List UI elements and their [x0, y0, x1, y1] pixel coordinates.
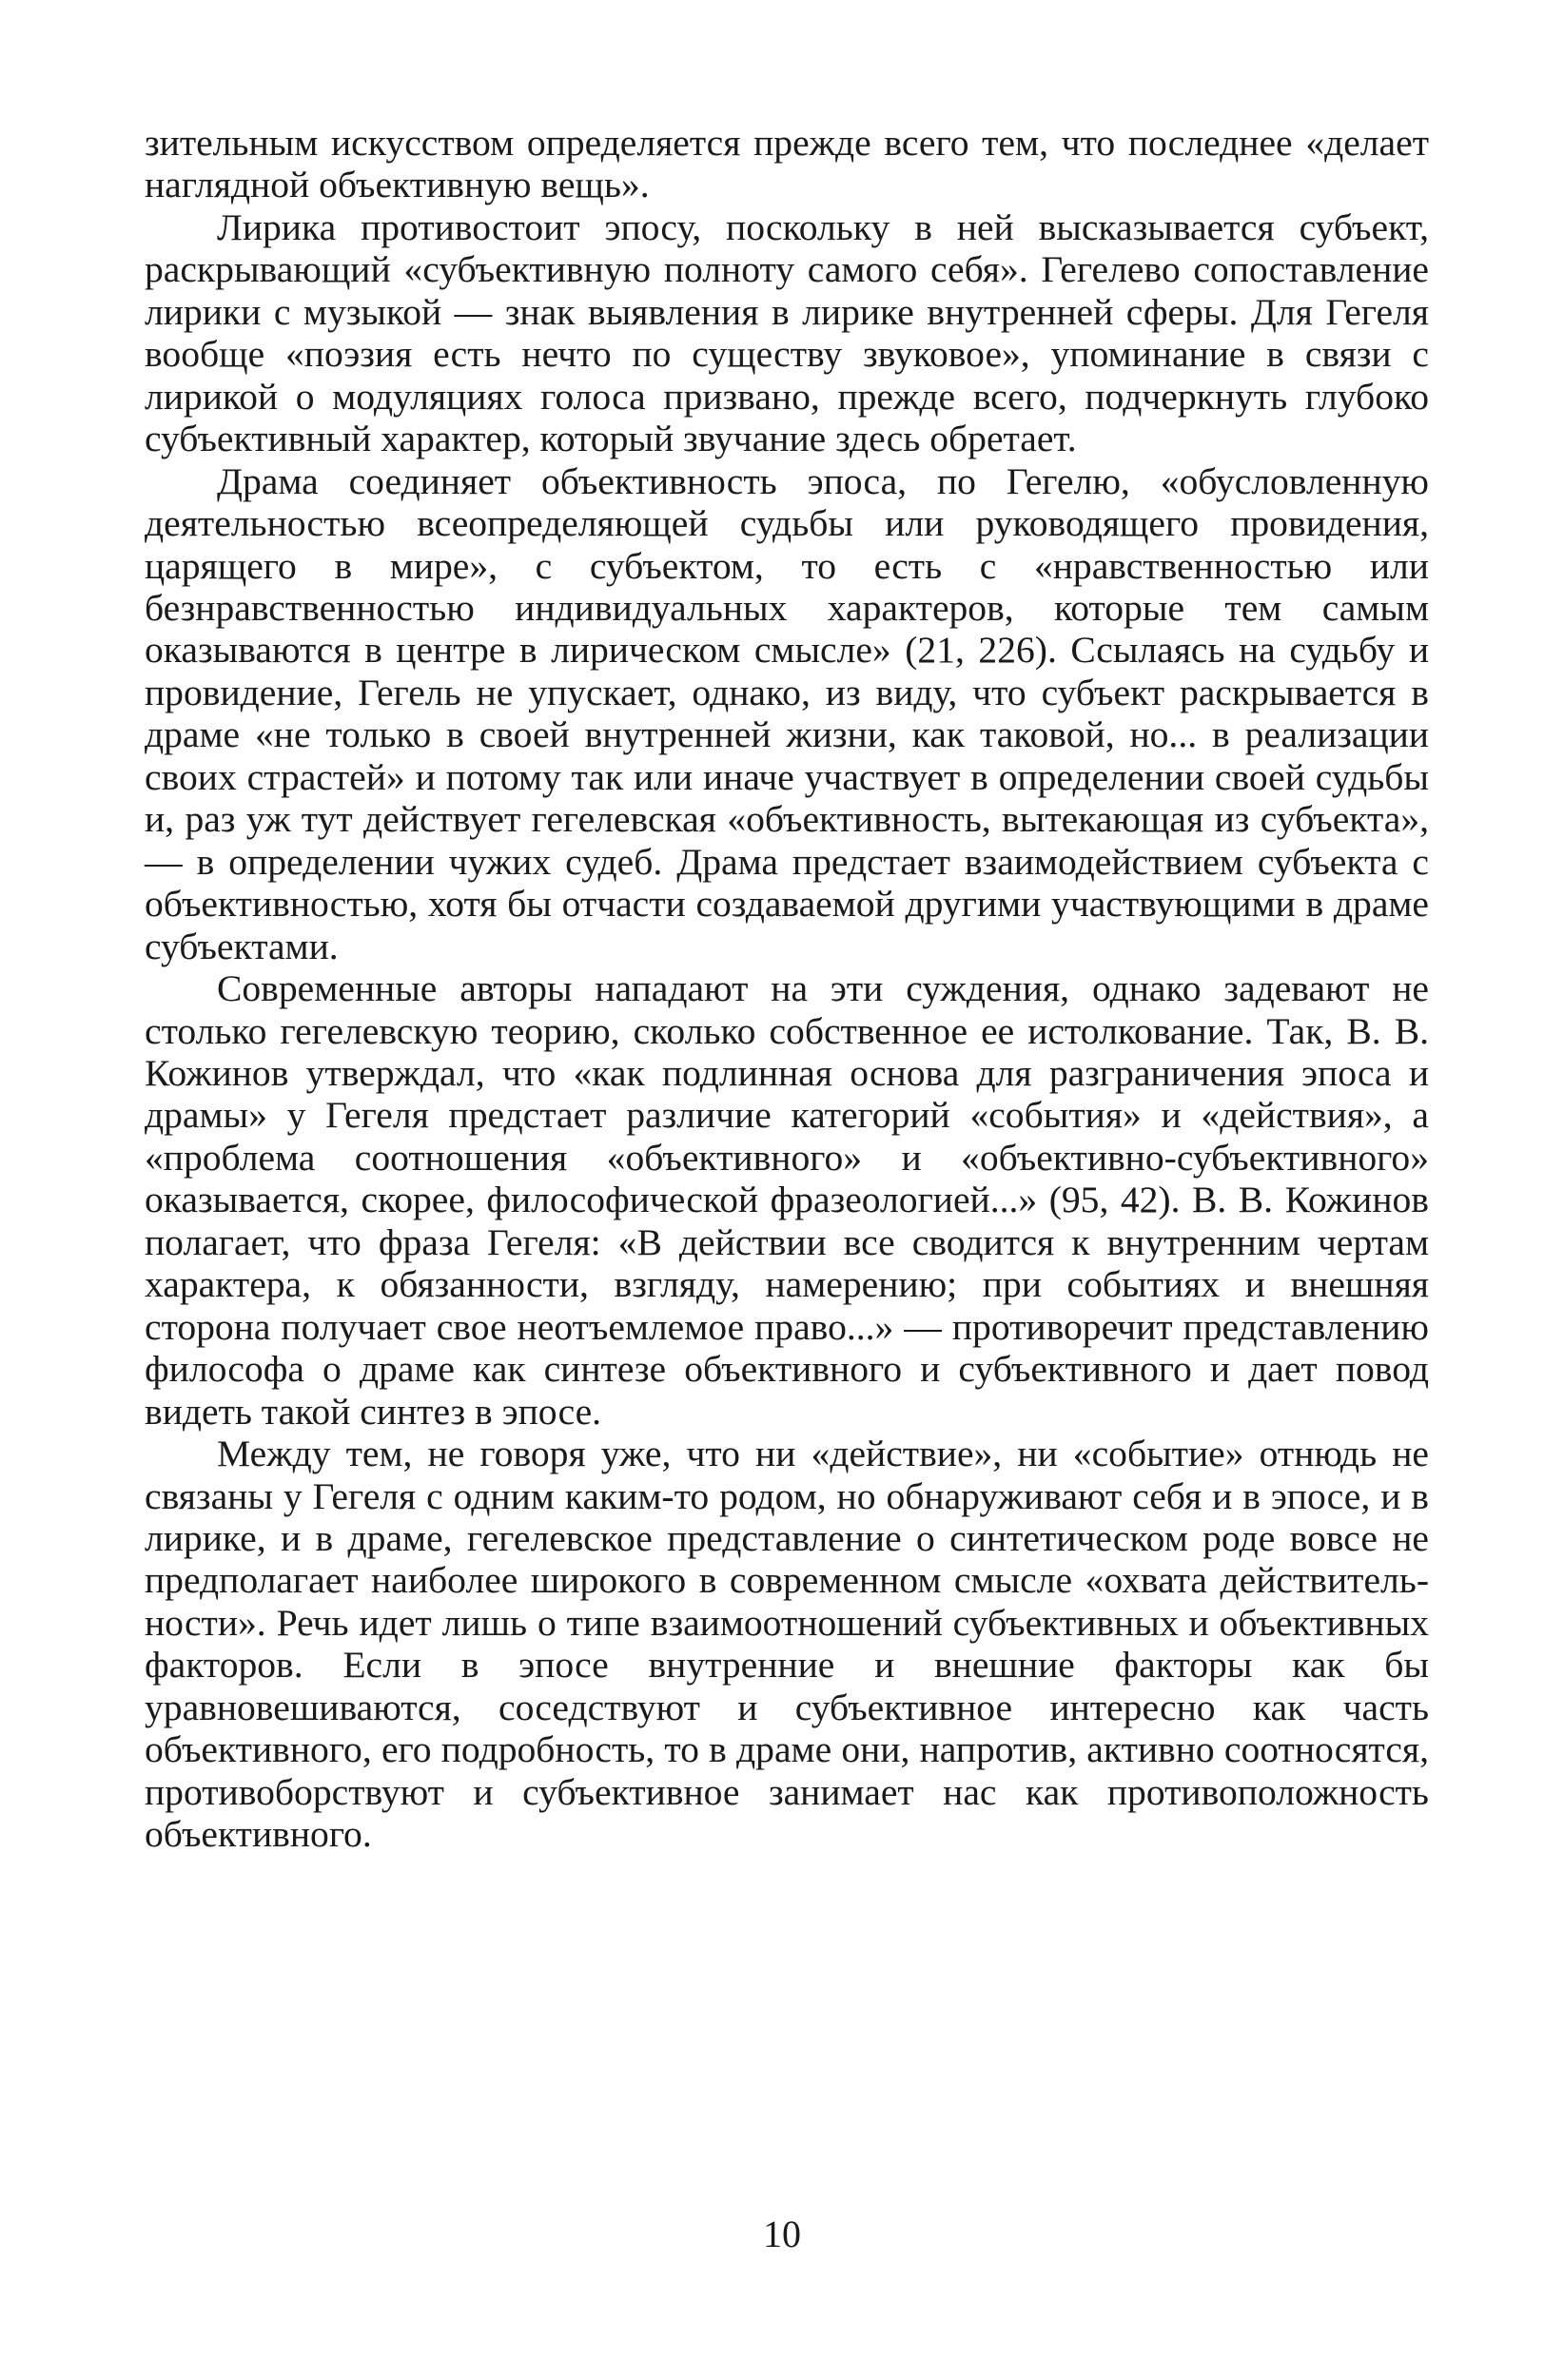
paragraph-3: Драма соединяет объективность эпоса, по Гегелю, «обусловленную деятельностью всеопределяющей судьбы или руководящего провидения, царящего в мире», с субъектом, то есть с «нравственностью или безнравственностью индивидуальных характеров, которые тем самым оказываются в центре в лирическом смысле» (21, 226). Ссылаясь на судьбу и провидение, Гегель не упускает, однако, из виду, что субъект раскрывается в драме «не только в своей внутренней жизни, как таковой, но... в реализации своих страстей» и потому так или иначе участвует в определении своей судьбы и, раз уж тут действует гегелевская «объективность, вытекающая из субъекта»,— в определении чужих судеб. Драма предстает взаимодействием субъекта с объективностью, хотя бы отчасти создаваемой другими участвующими в драме субъектами. — [145, 459, 1429, 967]
page-number: 10 — [763, 2213, 801, 2255]
paragraph-2: Лирика противостоит эпосу, поскольку в ней высказывается субъект, раскрывающий «субъективную полноту самого себя». Гегелево сопоставление лирики с музыкой — знак выявления в лирике внутренней сферы. Для Гегеля вообще «поэзия есть нечто по существу звуковое», упоминание в связи с лирикой о модуляциях голоса призвано, прежде всего, подчеркнуть глубоко субъективный характер, который звучание здесь обретает. — [145, 205, 1429, 460]
page-body — [145, 122, 1429, 1856]
paragraph-5: Между тем, не говоря уже, что ни «действие», ни «событие» отнюдь не связаны у Гегеля с одним каким-то родом, но обнаруживают себя и в эпосе, и в лирике, и в драме, гегелевское представление о синтетическом роде вовсе не предполагает наиболее широкого в современном смысле «охвата действительности». Речь идет лишь о типе взаимоотношений субъективных и объективных факторов. Если в эпосе внутренние и внешние факторы как бы уравновешиваются, соседствуют и субъективное интересно как часть объективного, его подробность, то в драме они, напротив, активно соотносятся, противоборствуют и субъективное занимает нас как противоположность объективного. — [145, 1433, 1429, 1856]
paragraph-1: зительным искусством определяется прежде всего тем, что последнее «делает наглядной объективную вещь». — [145, 122, 1429, 206]
paragraph-4: Современные авторы нападают на эти суждения, однако задевают не столько гегелевскую теорию, сколько собственное ее истолкование. Так, В. В. Кожинов утверждал, что «как подлинная основа для разграничения эпоса и драмы» у Гегеля предстает различие категорий «события» и «действия», а «проблема соотношения «объективного» и «объективно-субъективного» оказывается, скорее, философической фразеологией...» (95, 42). В. В. Кожинов полагает, что фраза Гегеля: «В действии все сводится к внутренним чертам характера, к обязанности, взгляду, намерению; при событиях и внешняя сторона получает свое неотъемлемое право...» — противоречит представлению философа о драме как синтезе объективного и субъективного и дает повод видеть такой синтез в эпосе. — [145, 967, 1429, 1433]
